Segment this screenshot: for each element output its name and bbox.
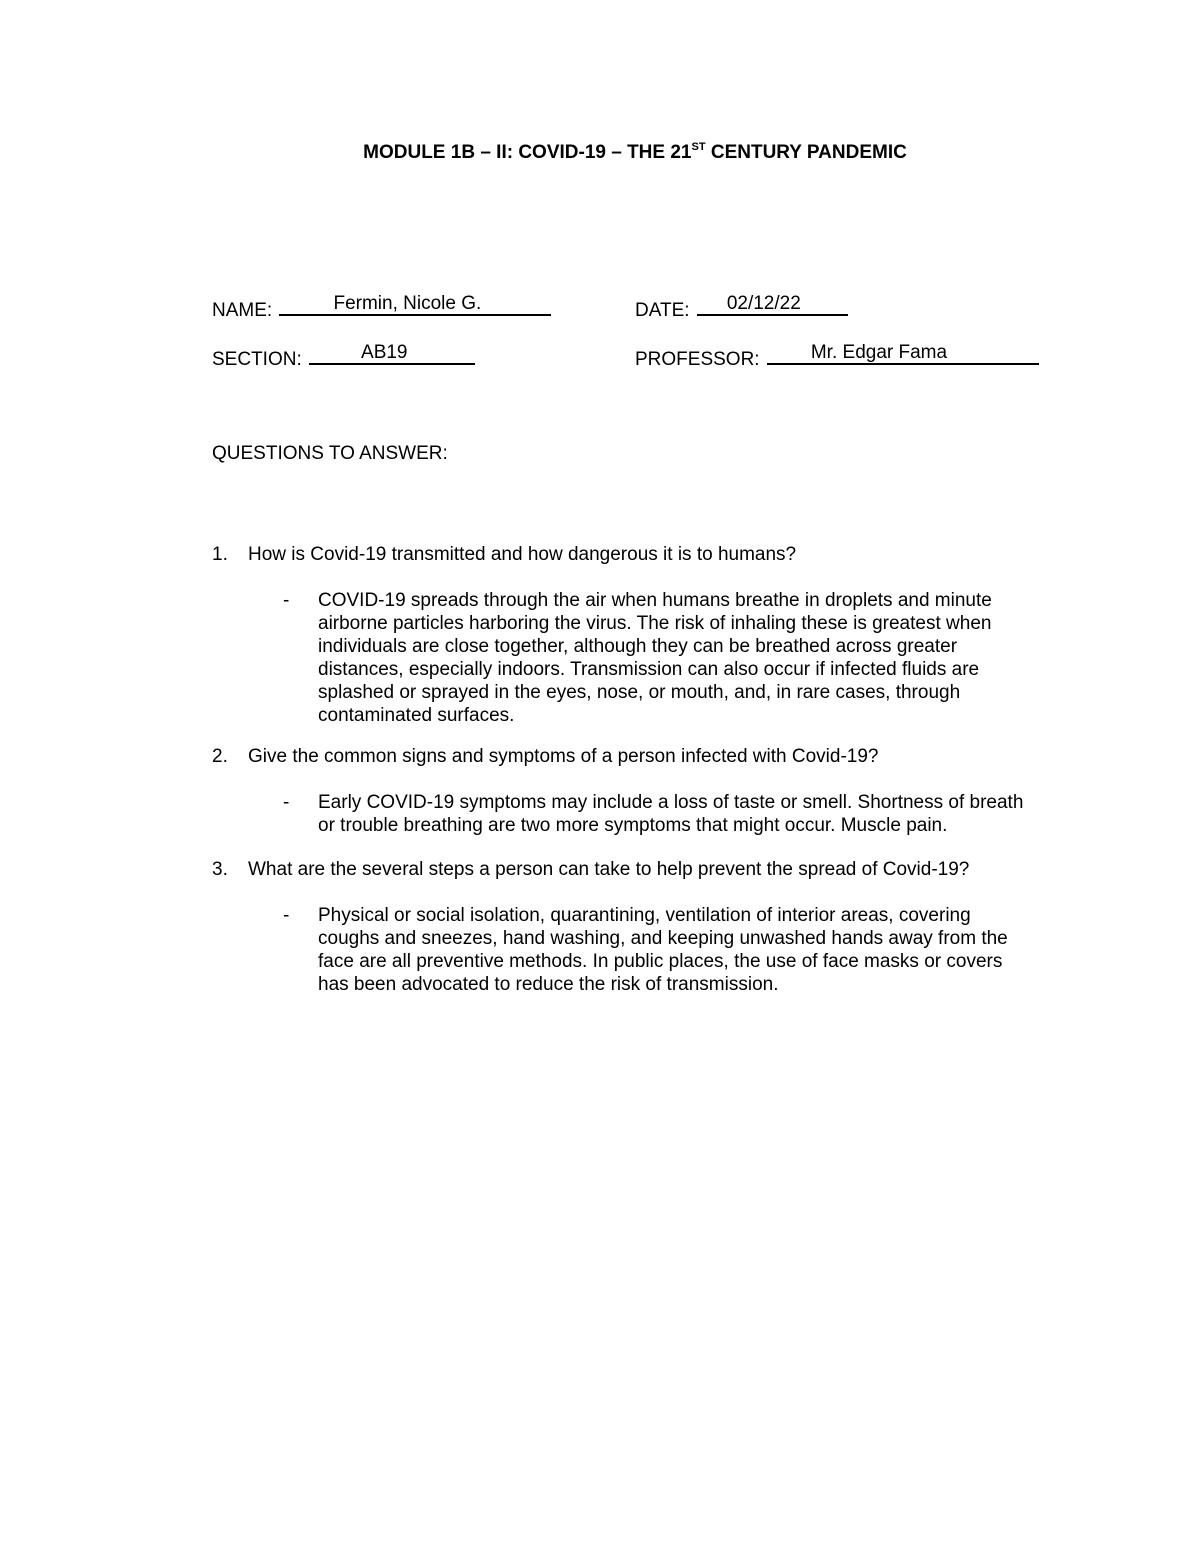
question-number: 2.	[212, 746, 228, 767]
answer-dash: -	[283, 905, 290, 926]
answer-dash: -	[283, 792, 290, 813]
answer-line: Early COVID-19 symptoms may include a loss of taste or smell. Shortness of breath	[318, 792, 1024, 813]
question-2	[212, 746, 878, 768]
section-blank	[309, 343, 475, 365]
answer-text	[318, 904, 1058, 996]
title-superscript: ST	[691, 141, 706, 153]
question-text: How is Covid-19 transmitted and how dangerous it is to humans?	[248, 544, 797, 565]
question-1	[212, 544, 796, 566]
name-label: NAME:	[212, 300, 273, 321]
title-prefix: MODULE 1B – II: COVID-19 – THE 21	[363, 142, 692, 163]
answer-line: splashed or sprayed in the eyes, nose, or mouth, and, in rare cases, through	[318, 682, 961, 703]
name-value: Fermin, Nicole G.	[333, 293, 482, 314]
question-number: 3.	[212, 859, 228, 880]
answer-line: or trouble breathing are two more symptoms that might occur. Muscle pain.	[318, 815, 948, 836]
date-field	[635, 294, 848, 322]
answer-dash: -	[283, 590, 290, 611]
question-number: 1.	[212, 544, 228, 565]
answer-line: airborne particles harboring the virus. The risk of inhaling these is greatest when	[318, 613, 992, 634]
answer-line: distances, especially indoors. Transmission can also occur if infected fluids are	[318, 659, 980, 680]
question-text: What are the several steps a person can take to help prevent the spread of Covid-19?	[248, 859, 970, 880]
name-blank	[279, 294, 551, 316]
answer-line: Physical or social isolation, quarantining, ventilation of interior areas, covering	[318, 905, 971, 926]
name-field	[212, 294, 551, 322]
date-label: DATE:	[635, 300, 690, 321]
professor-blank	[767, 343, 1039, 365]
question-text: Give the common signs and symptoms of a person infected with Covid-19?	[248, 746, 879, 767]
answer-text	[318, 791, 1058, 837]
answer-line: has been advocated to reduce the risk of transmission.	[318, 974, 779, 995]
title-suffix: CENTURY PANDEMIC	[705, 142, 907, 163]
answer-line: COVID-19 spreads through the air when humans breathe in droplets and minute	[318, 590, 992, 611]
professor-field	[635, 343, 1039, 371]
professor-label: PROFESSOR:	[635, 349, 760, 370]
answer-text	[318, 589, 1058, 727]
date-value: 02/12/22	[726, 293, 801, 314]
date-blank	[697, 294, 848, 316]
answer-line: coughs and sneezes, hand washing, and keeping unwashed hands away from the	[318, 928, 1008, 949]
professor-value: Mr. Edgar Fama	[810, 342, 948, 363]
question-3	[212, 859, 969, 881]
answer-line: contaminated surfaces.	[318, 705, 515, 726]
answer-line: individuals are close together, although they can be breathed across greater	[318, 636, 958, 657]
questions-heading: QUESTIONS TO ANSWER:	[212, 443, 448, 464]
document-title	[0, 141, 1200, 164]
answer-line: face are all preventive methods. In public places, the use of face masks or covers	[318, 951, 1003, 972]
section-field	[212, 343, 475, 371]
section-value: AB19	[361, 342, 408, 363]
section-label: SECTION:	[212, 349, 302, 370]
